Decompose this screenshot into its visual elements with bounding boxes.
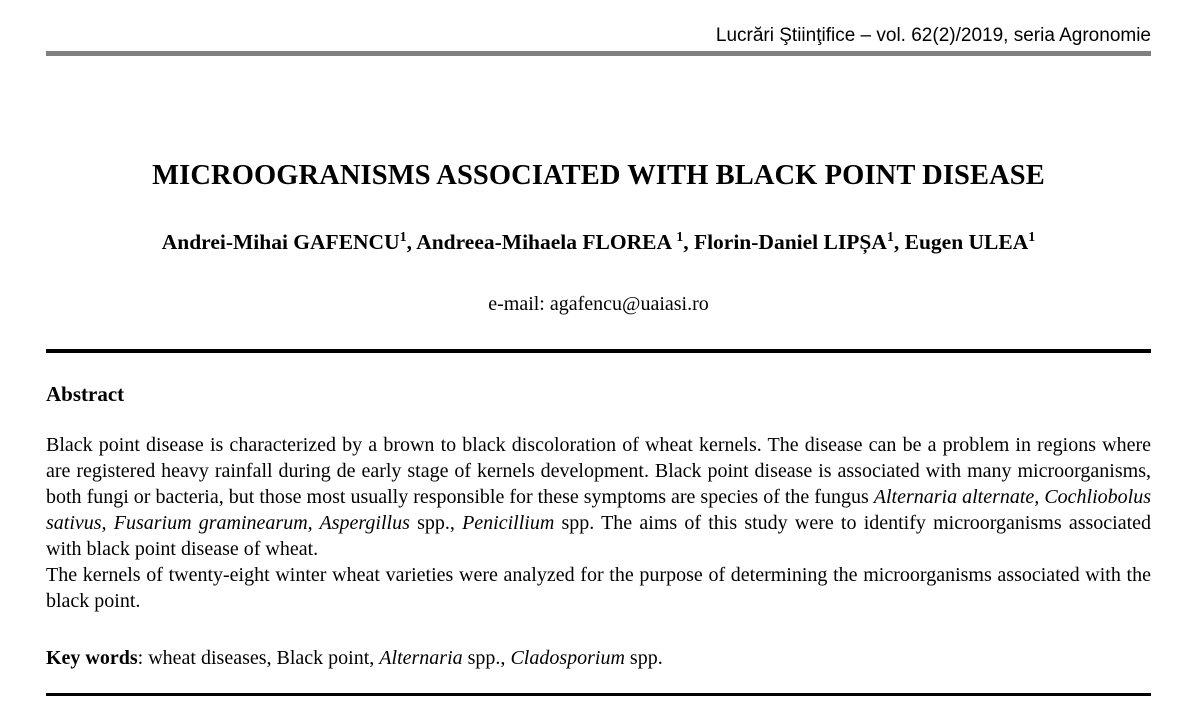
keywords-species: Alternaria bbox=[379, 647, 463, 669]
running-header: Lucrări Ştiinţifice – vol. 62(2)/2019, seria Agronomie bbox=[715, 25, 1151, 46]
author-name: Andrei-Mihai GAFENCU bbox=[161, 230, 400, 254]
author-separator: , bbox=[893, 230, 905, 254]
abstract-species: Alternaria alternate, Cochliobolus sativus, Fusarium graminearum, Aspergillus bbox=[46, 486, 1151, 534]
abstract-bottom-rule bbox=[46, 693, 1151, 696]
author-affiliation: 1 bbox=[399, 229, 407, 245]
abstract-heading: Abstract bbox=[46, 382, 125, 406]
keywords-label: Key words bbox=[46, 647, 138, 669]
abstract-text: Black point disease is characterized by a brown to black discoloration of wheat kernels. The disease can be a problem in regions where are registered heavy rainfall during de early stage of kernels development. Black point disease is associated with many microorganisms, both fungi or bacteria, but those most usually responsible for these symptoms are species of the fungus bbox=[46, 434, 1151, 508]
author-name: Andreea-Mihaela FLOREA bbox=[416, 230, 677, 254]
abstract-text: spp., bbox=[409, 512, 463, 534]
abstract-paragraph: The kernels of twenty-eight winter wheat varieties were analyzed for the purpose of determining the microorganisms associated with the black point. bbox=[46, 564, 1151, 612]
author-affiliation: 1 bbox=[1028, 229, 1036, 245]
author-name: Eugen ULEA bbox=[904, 230, 1029, 254]
abstract-body bbox=[46, 432, 1151, 614]
abstract-paragraph bbox=[46, 432, 1151, 562]
keywords-text: spp., bbox=[462, 647, 511, 669]
abstract-species: Penicillium bbox=[462, 512, 555, 534]
keywords-text: spp. bbox=[624, 647, 663, 669]
paper-page bbox=[46, 0, 1151, 713]
header-rule bbox=[46, 51, 1151, 56]
paper-title: MICROOGRANISMS ASSOCIATED WITH BLACK POINT DISEASE bbox=[152, 160, 1045, 191]
author-separator: , bbox=[406, 230, 417, 254]
contact-email: e-mail: agafencu@uaiasi.ro bbox=[488, 293, 709, 315]
author-separator: , bbox=[683, 230, 694, 254]
abstract-text: spp. The aims of this study were to identify microorganisms associated with black point disease of wheat. bbox=[46, 512, 1151, 560]
author-affiliation: 1 bbox=[676, 229, 684, 245]
keywords-line bbox=[46, 645, 1151, 671]
keywords-text: : wheat diseases, Black point, bbox=[137, 647, 380, 669]
keywords-species: Cladosporium bbox=[510, 647, 625, 669]
author-list bbox=[46, 227, 1151, 257]
author-name: Florin-Daniel LIPȘA bbox=[693, 230, 887, 254]
author-affiliation: 1 bbox=[886, 229, 894, 245]
abstract-top-rule bbox=[46, 349, 1151, 353]
